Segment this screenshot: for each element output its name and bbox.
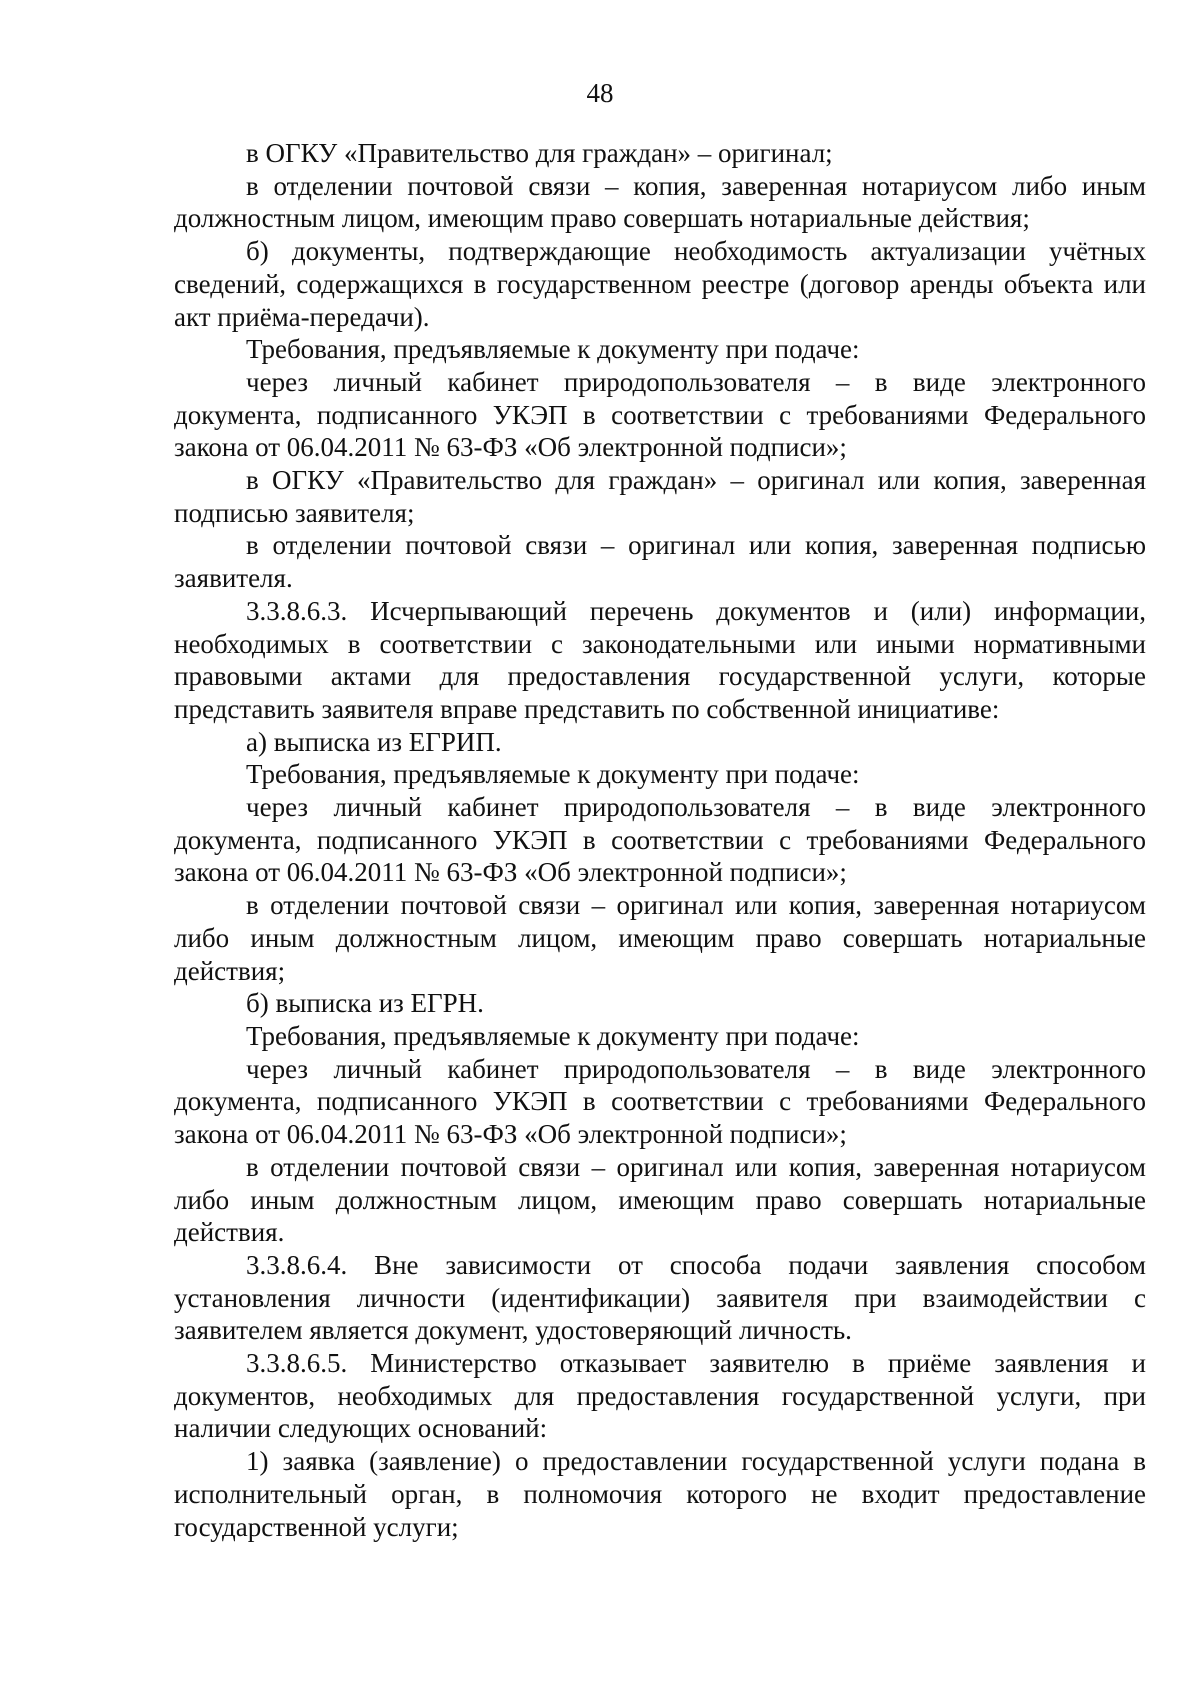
paragraph: 3.3.8.6.4. Вне зависимости от способа подачи заявления способом установления личности (идентификации) заявителя при взаимодействии с заявителем является документ, удостоверяющий личность. xyxy=(174,1249,1146,1346)
paragraph: в ОГКУ «Правительство для граждан» – оригинал или копия, заверенная подписью заявителя; xyxy=(174,465,1146,528)
paragraph: а) выписка из ЕГРИП. xyxy=(246,726,502,757)
paragraph: через личный кабинет природопользователя – в виде электронного документа, подписанного УКЭП в соответствии с требованиями Федерального закона от 06.04.2011 № 63-ФЗ «Об электронной подписи»; xyxy=(174,792,1146,888)
paragraph: в отделении почтовой связи – оригинал или копия, заверенная нотариусом либо иным должностным лицом, имеющим право совершать нотариальные действия. xyxy=(174,1151,1146,1248)
paragraph: б) выписка из ЕГРН. xyxy=(246,988,484,1019)
paragraph: через личный кабинет природопользователя – в виде электронного документа, подписанного УКЭП в соответствии с требованиями Федерального закона от 06.04.2011 № 63-ФЗ «Об электронной подписи»; xyxy=(174,1053,1146,1150)
paragraph: 3.3.8.6.5. Министерство отказывает заявителю в приёме заявления и документов, необходимых для предоставления государственной услуги, при наличии следующих оснований: xyxy=(174,1348,1146,1444)
paragraph: 1) заявка (заявление) о предоставлении государственной услуги подана в исполнительный орган, в полномочия которого не входит предоставление государственной услуги; xyxy=(174,1446,1146,1542)
paragraph: в отделении почтовой связи – копия, заверенная нотариусом либо иным должностным лицом, имеющим право совершать нотариальные действия; xyxy=(174,170,1146,234)
paragraph: Требования, предъявляемые к документу при подаче: xyxy=(246,1020,860,1051)
paragraph: в отделении почтовой связи – оригинал или копия, заверенная подписью заявителя. xyxy=(174,530,1146,594)
paragraph: Требования, предъявляемые к документу при подаче: xyxy=(246,334,860,365)
page-number: 48 xyxy=(586,78,614,108)
paragraph: 3.3.8.6.3. Исчерпывающий перечень документов и (или) информации, необходимых в соответствии с законодательными или иными нормативными правовыми актами для предоставления государственной услуги, которые представить заявителя вправе представить по собственной инициативе: xyxy=(174,595,1146,724)
document-body xyxy=(174,137,1146,1543)
paragraph: Требования, предъявляемые к документу при подаче: xyxy=(246,759,860,790)
paragraph: через личный кабинет природопользователя – в виде электронного документа, подписанного УКЭП в соответствии с требованиями Федерального закона от 06.04.2011 № 63-ФЗ «Об электронной подписи»; xyxy=(174,366,1146,463)
paragraph: в отделении почтовой связи – оригинал или копия, заверенная нотариусом либо иным должностным лицом, имеющим право совершать нотариальные действия; xyxy=(174,890,1146,986)
paragraph: б) документы, подтверждающие необходимость актуализации учётных сведений, содержащихся в государственном реестре (договор аренды объекта или акт приёма-передачи). xyxy=(174,236,1146,332)
paragraph: в ОГКУ «Правительство для граждан» – оригинал; xyxy=(246,138,833,168)
